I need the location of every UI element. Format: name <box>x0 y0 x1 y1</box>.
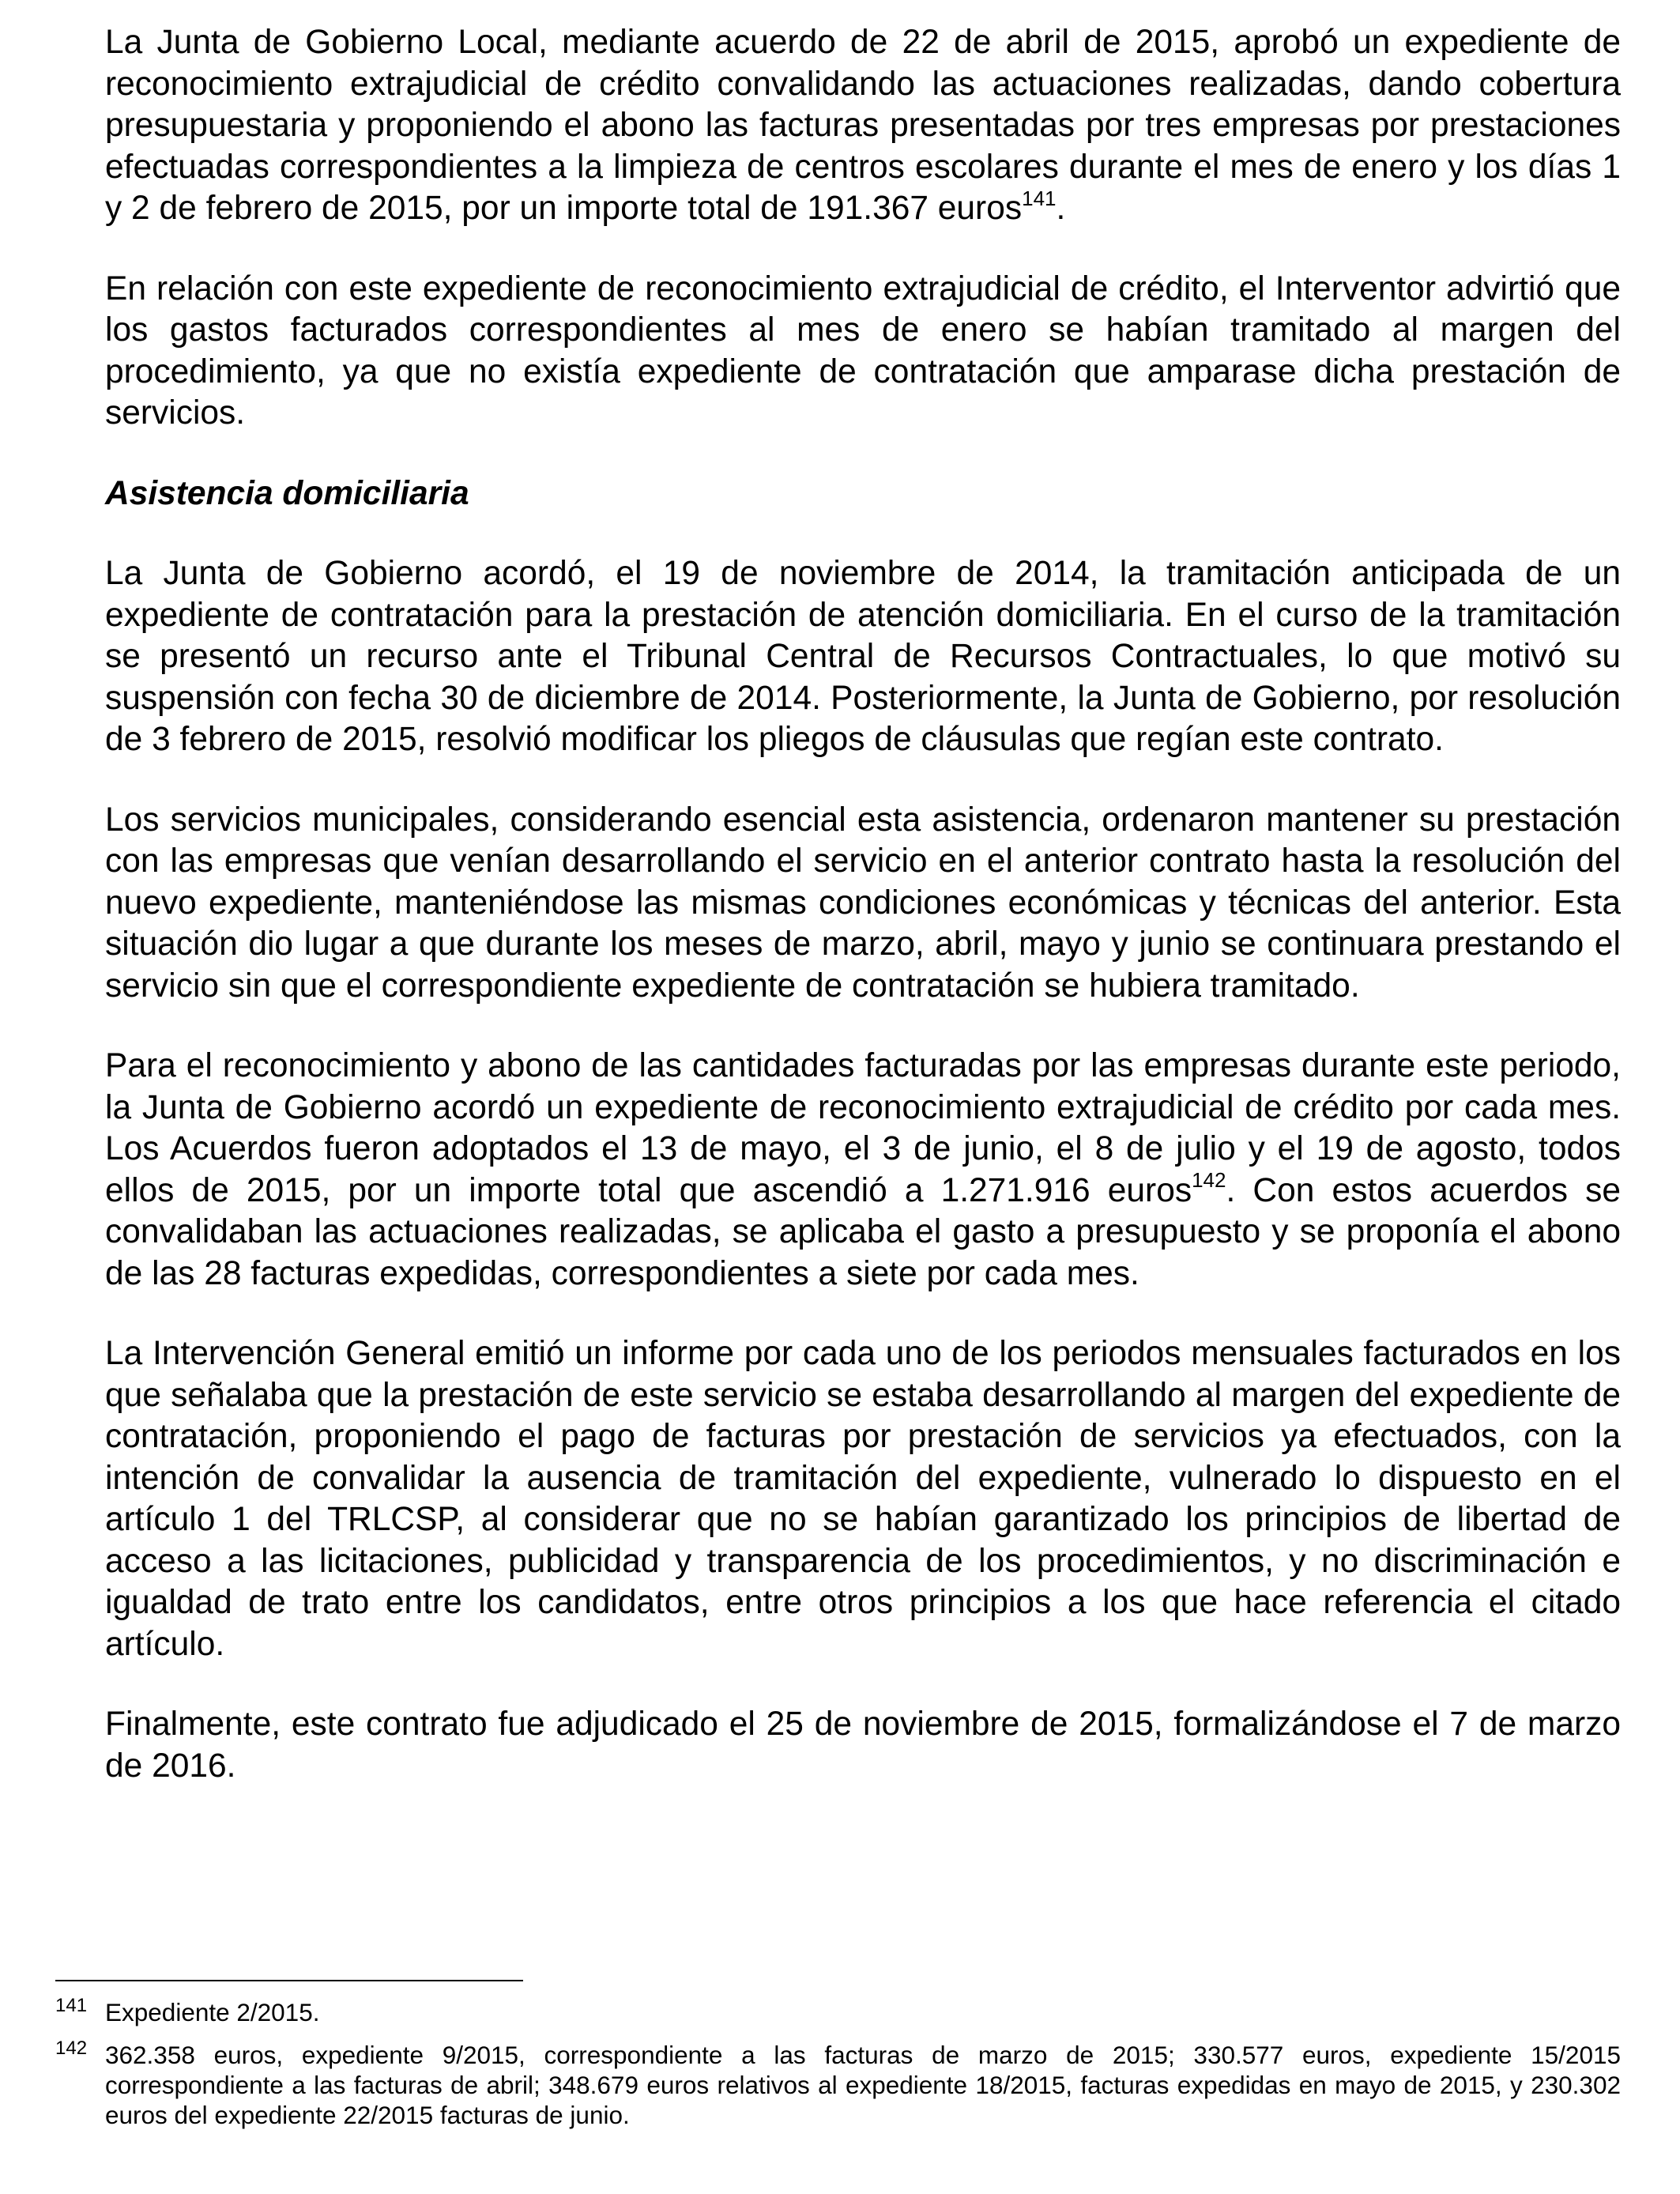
paragraph-interventor: En relación con este expediente de reconocimiento extrajudicial de crédito, el Interventor advirtió que los gastos facturados correspondientes al mes de enero se habían tramitado al margen del procedimiento, ya que no existía expediente de contratación que amparase dicha prestación de servicios. <box>105 270 1621 432</box>
paragraph-servicios-municipales: Los servicios municipales, considerando esencial esta asistencia, ordenaron mantener su prestación con las empresas que venían desarrollando el servicio en el anterior contrato hasta la resolución del nuevo expediente, manteniéndose las mismas condiciones económicas y técnicas del anterior. Esta situación dio lugar a que durante los meses de marzo, abril, mayo y junio se continuara prestando el servicio sin que el correspondiente expediente de contratación se hubiera tramitado. <box>105 801 1621 1005</box>
footnote-separator <box>55 1980 523 1981</box>
paragraph-adjudicacion: Finalmente, este contrato fue adjudicado el 25 de noviembre de 2015, formalizándose el 7 de marzo de 2016. <box>105 1706 1621 1785</box>
document-body <box>105 22 1621 1826</box>
paragraph-tail: . <box>1056 190 1066 227</box>
paragraph-text: La Junta de Gobierno Local, mediante acuerdo de 22 de abril de 2015, aprobó un expediente de reconocimiento extrajudicial de crédito convalidando las actuaciones realizadas, dando cobertura presupuestaria y proponiendo el abono las facturas presentadas por tres empresas por prestaciones efectuadas correspondientes a la limpieza de centros escolares durante el mes de enero y los días 1 y 2 de febrero de 2015, por un importe total de 191.367 euros <box>105 24 1621 227</box>
paragraph-reconocimiento <box>105 1046 1621 1295</box>
paragraph-text: Para el reconocimiento y abono de las cantidades facturadas por las empresas durante este periodo, la Junta de Gobierno acordó un expediente de reconocimiento extrajudicial de crédito por cada mes. Los Acuerdos fueron adoptados el 13 de mayo, el 3 de junio, el 8 de julio y el 19 de agosto, todos ellos de 2015, por un importe total que ascendió a 1.271.916 euros <box>105 1047 1621 1209</box>
footnote-141 <box>55 1997 1621 2027</box>
paragraph-tail: . Con estos acuerdos se convalidaban las actuaciones realizadas, se aplicaba el gasto a presupuesto y se proponía el abono de las 28 facturas expedidas, correspondientes a siete por cada mes. <box>105 1171 1621 1292</box>
section-heading: Asistencia domiciliaria <box>105 474 469 512</box>
footnote-mark: 142 <box>55 2038 88 2059</box>
footnote-text: Expediente 2/2015. <box>105 1998 320 2026</box>
footnote-ref-141[interactable]: 141 <box>1022 186 1057 210</box>
footnote-142 <box>55 2040 1621 2130</box>
paragraph-tramitacion: La Junta de Gobierno acordó, el 19 de noviembre de 2014, la tramitación anticipada de un expediente de contratación para la prestación de atención domiciliaria. En el curso de la tramitación se presentó un recurso ante el Tribunal Central de Recursos Contractuales, lo que motivó su suspensión con fecha 30 de diciembre de 2014. Posteriormente, la Junta de Gobierno, por resolución de 3 febrero de 2015, resolvió modificar los pliegos de cláusulas que regían este contrato. <box>105 555 1621 758</box>
paragraph-limpieza-escolar <box>105 22 1621 230</box>
paragraph-intervencion-general: La Intervención General emitió un informe por cada uno de los periodos mensuales facturados en los que señalaba que la prestación de este servicio se estaba desarrollando al margen del expediente de contratación, proponiendo el pago de facturas por prestación de servicios ya efectuados, con la intención de convalidar la ausencia de tramitación del expediente, vulnerado lo dispuesto en el artículo 1 del TRLCSP, al considerar que no se habían garantizado los principios de libertad de acceso a las licitaciones, publicidad y transparencia de los procedimientos, y no discriminación e igualdad de trato entre los candidatos, entre otros principios a los que hace referencia el citado artículo. <box>105 1335 1621 1663</box>
footnote-text: 362.358 euros, expediente 9/2015, correspondiente a las facturas de marzo de 2015; 330.577 euros, expediente 15/2015 correspondiente a las facturas de abril; 348.679 euros relativos al expediente 18/2015, facturas expedidas en mayo de 2015, y 230.302 euros del expediente 22/2015 facturas de junio. <box>105 2041 1621 2129</box>
footnote-ref-142[interactable]: 142 <box>1192 1168 1226 1193</box>
footnote-mark: 141 <box>55 1995 88 2016</box>
footnotes <box>55 1980 1621 2143</box>
